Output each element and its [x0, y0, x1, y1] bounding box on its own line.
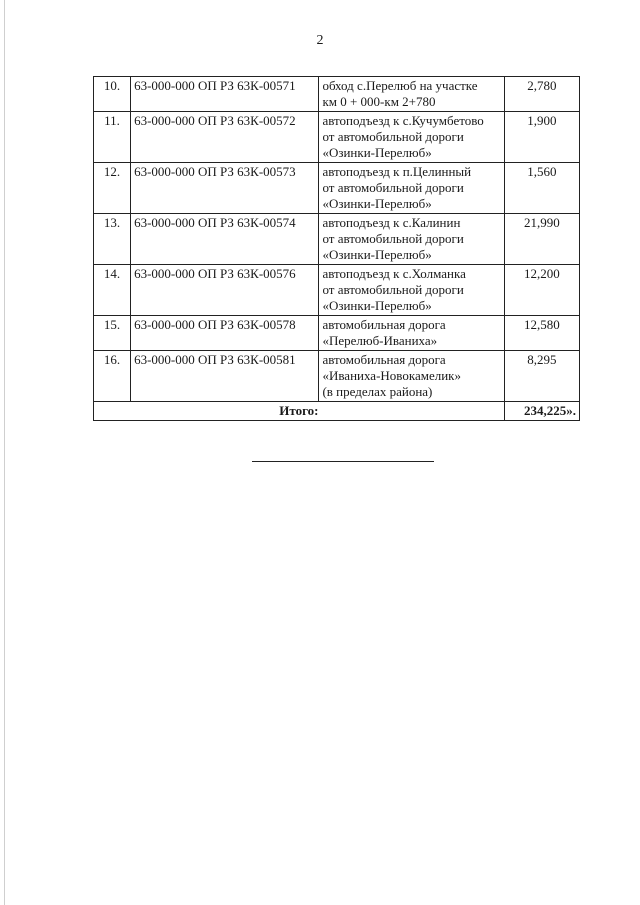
row-number: 13.	[94, 214, 131, 265]
road-id-code: 63-000-000 ОП РЗ 63К-00581	[131, 351, 319, 402]
road-name-line: от автомобильной дороги	[322, 129, 464, 144]
road-name-line: автоподъезд к с.Калинин	[322, 215, 461, 230]
road-name-line: «Озинки-Перелюб»	[322, 145, 432, 160]
road-id-code: 63-000-000 ОП РЗ 63К-00576	[131, 265, 319, 316]
scan-margin-line	[4, 0, 5, 905]
road-length-km: 21,990	[504, 214, 579, 265]
road-id-code: 63-000-000 ОП РЗ 63К-00573	[131, 163, 319, 214]
road-name	[319, 163, 504, 214]
table-row	[94, 265, 580, 316]
road-length-km: 1,560	[504, 163, 579, 214]
road-length-km: 12,200	[504, 265, 579, 316]
row-number: 15.	[94, 316, 131, 351]
roads-table	[93, 76, 580, 421]
road-id-code: 63-000-000 ОП РЗ 63К-00578	[131, 316, 319, 351]
total-label: Итого:	[94, 402, 505, 421]
table-row	[94, 316, 580, 351]
road-name-line: от автомобильной дороги	[322, 180, 464, 195]
road-name-line: «Озинки-Перелюб»	[322, 247, 432, 262]
road-name	[319, 351, 504, 402]
row-number: 14.	[94, 265, 131, 316]
road-name	[319, 112, 504, 163]
row-number: 10.	[94, 77, 131, 112]
road-name-line: от автомобильной дороги	[322, 282, 464, 297]
road-id-code: 63-000-000 ОП РЗ 63К-00571	[131, 77, 319, 112]
table-row	[94, 214, 580, 265]
road-name-line: (в пределах района)	[322, 384, 433, 399]
road-length-km: 8,295	[504, 351, 579, 402]
road-length-km: 2,780	[504, 77, 579, 112]
road-name	[319, 316, 504, 351]
roads-table-body	[94, 77, 580, 421]
road-name	[319, 77, 504, 112]
closing-rule	[252, 461, 434, 462]
road-name-line: «Перелюб-Иваниха»	[322, 333, 438, 348]
road-name	[319, 265, 504, 316]
table-row	[94, 77, 580, 112]
road-name-line: «Озинки-Перелюб»	[322, 298, 432, 313]
road-length-km: 12,580	[504, 316, 579, 351]
road-name-line: автоподъезд к с.Холманка	[322, 266, 466, 281]
row-number: 11.	[94, 112, 131, 163]
table-row	[94, 112, 580, 163]
table-row	[94, 163, 580, 214]
road-name-line: км 0 + 000-км 2+780	[322, 94, 436, 109]
row-number: 16.	[94, 351, 131, 402]
road-id-code: 63-000-000 ОП РЗ 63К-00572	[131, 112, 319, 163]
row-number: 12.	[94, 163, 131, 214]
page-number: 2	[316, 33, 324, 48]
road-length-km: 1,900	[504, 112, 579, 163]
road-name	[319, 214, 504, 265]
total-value: 234,225».	[504, 402, 579, 421]
road-name-line: автоподъезд к с.Кучумбетово	[322, 113, 484, 128]
road-name-line: автоподъезд к п.Целинный	[322, 164, 472, 179]
road-name-line: «Озинки-Перелюб»	[322, 196, 432, 211]
road-id-code: 63-000-000 ОП РЗ 63К-00574	[131, 214, 319, 265]
road-name-line: обход с.Перелюб на участке	[322, 78, 478, 93]
road-name-line: автомобильная дорога	[322, 352, 446, 367]
table-row	[94, 351, 580, 402]
road-name-line: автомобильная дорога	[322, 317, 446, 332]
total-row	[94, 402, 580, 421]
road-name-line: от автомобильной дороги	[322, 231, 464, 246]
road-name-line: «Иваниха-Новокамелик»	[322, 368, 461, 383]
